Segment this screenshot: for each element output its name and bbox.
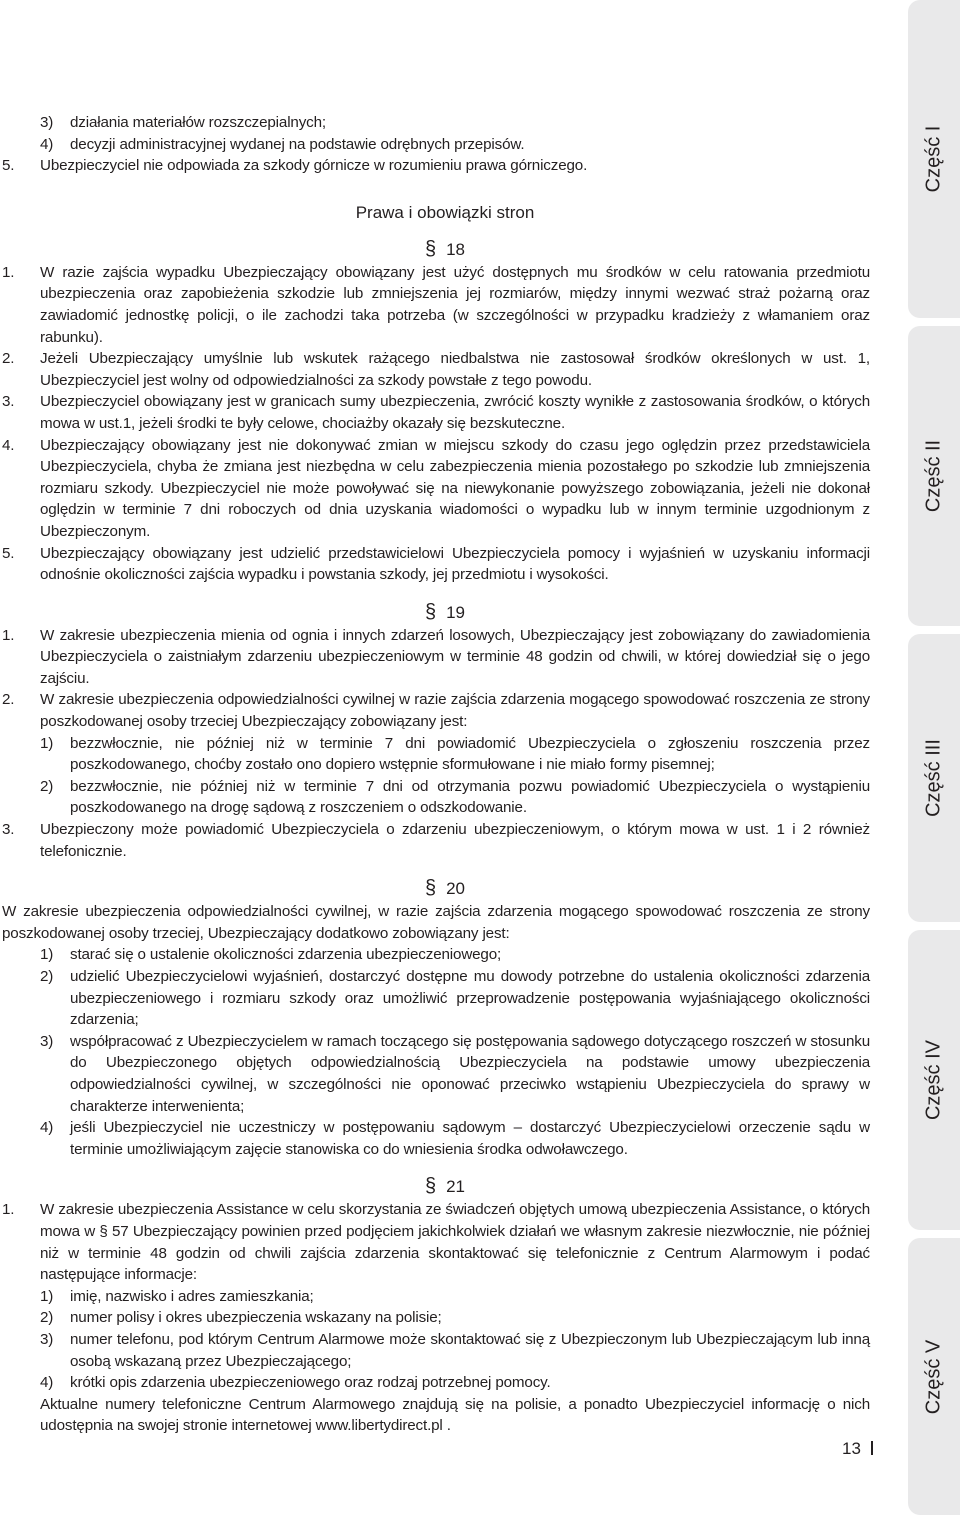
- item-number: 5.: [2, 544, 15, 562]
- item-text: Ubezpieczyciel nie odpowiada za szkody górnicze w rozumieniu prawa górniczego.: [40, 157, 588, 175]
- item-text: numer telefonu, pod którym Centrum Alarmowe może skontaktować się z Ubezpieczonym lub Ubezpieczającym lub inną osobą wskazaną przez Ubezpieczającego;: [70, 1330, 870, 1370]
- item-text: Ubezpieczający obowiązany jest nie dokonywać zmian w miejscu szkody do czasu jego oględzin przez przedstawiciela Ubezpieczyciela, chyba że zmiana jest niezbędna w celu zabezpieczenia mienia pozostałego po szkodzie lub zmniejszenia rozmiaru szkody. Ubezpieczyciel nie może powoływać się na niewykonanie powyższego zobowiązania, jeżeli nie dokonał oględzin w terminie 7 dni roboczych od dnia uzyskania wiadomości o wypadku lub w innym terminie uzgodnionym z Ubezpieczonym.: [40, 436, 870, 540]
- sub-list-item: [0, 1117, 890, 1160]
- closing-paragraph: Aktualne numery telefoniczne Centrum Alarmowego znajdują się na polisie, a ponadto Ubezpieczyciel informację o nich udostępnia na swojej stronie internetowej www.libertydirect.pl .: [40, 1395, 870, 1435]
- section-number: 19: [446, 602, 466, 622]
- section-symbol: §: [424, 237, 437, 260]
- list-item: [0, 689, 890, 732]
- sub-list-item: [0, 1372, 890, 1394]
- item-number: 4.: [2, 436, 15, 454]
- item-number: 2.: [2, 350, 15, 368]
- tab-part-3[interactable]: [908, 634, 960, 922]
- list-item: [0, 134, 890, 156]
- tab-part-4[interactable]: [908, 930, 960, 1230]
- item-text: Ubezpieczający obowiązany jest udzielić przedstawicielowi Ubezpieczyciela pomocy i wyjaśnień w uzyskaniu informacji odnośnie okoliczności zajścia wypadku i powstania szkody, jej przedmiotu i wysokości.: [40, 544, 870, 584]
- item-text: starać się o ustalenie okoliczności zdarzenia ubezpieczeniowego;: [70, 946, 502, 964]
- list-item: [0, 262, 890, 348]
- item-text: bezzwłocznie, nie później niż w terminie 7 dni od otrzymania pozwu powiadomić Ubezpieczyciela o wystąpieniu poszkodowanego na drogę sądową z roszczeniem o odszkodowanie.: [70, 777, 870, 817]
- item-text: imię, nazwisko i adres zamieszkania;: [70, 1287, 314, 1305]
- item-number: 4): [40, 1374, 54, 1392]
- section-symbol: §: [424, 877, 437, 900]
- section-19-header: [0, 600, 890, 625]
- item-number: 2): [40, 968, 54, 985]
- item-text: numer polisy i okres ubezpieczenia wskazany na polisie;: [70, 1309, 442, 1327]
- item-number: 1.: [2, 263, 15, 281]
- section-intro: W zakresie ubezpieczenia odpowiedzialności cywilnej, w razie zajścia zdarzenia mogącego spowodować roszczenia ze strony poszkodowanej osoby trzeciej, Ubezpieczający dodatkowo zobowiązany jest:: [2, 903, 870, 942]
- list-item: [0, 112, 890, 134]
- section-21-list: [0, 1199, 890, 1437]
- page-number-text: 13: [842, 1439, 861, 1458]
- section-20-list: [0, 901, 890, 1160]
- item-text: decyzji administracyjnej wydanej na podstawie odrębnych przepisów.: [70, 135, 525, 153]
- section-number: 21: [446, 1177, 466, 1197]
- item-number: 2.: [2, 691, 15, 709]
- item-number: 2): [40, 1309, 54, 1327]
- item-number: 2): [40, 777, 54, 795]
- section-21-header: [0, 1174, 890, 1199]
- sub-list-item: [0, 1329, 890, 1372]
- page-number-bar: [871, 1441, 873, 1455]
- section-number: 18: [446, 239, 466, 259]
- sub-list-item: [0, 1031, 890, 1117]
- item-text: W razie zajścia wypadku Ubezpieczający obowiązany jest użyć dostępnych mu środków w celu ratowania przedmiotu ubezpieczenia oraz zapobieżenia szkodzie lub zmniejszenia jej rozmiarów, między innymi wezwać straż pożarną oraz zawiadomić jednostkę policji, o ile zachodzi taka potrzeba (w szczególności w przypadku kradzieży z włamaniem oraz rabunku).: [40, 263, 870, 346]
- item-number: 5.: [2, 157, 15, 175]
- list-item: [0, 543, 890, 586]
- chapter-heading: Prawa i obowiązki stron: [355, 202, 535, 222]
- tab-part-5[interactable]: [908, 1238, 960, 1515]
- tab-label: Część V: [922, 1339, 945, 1414]
- item-number: 3): [40, 1032, 54, 1050]
- section-number: 20: [446, 879, 466, 899]
- tab-label: Część I: [922, 125, 945, 193]
- part-tabs: [908, 0, 960, 1515]
- section-19-list: [0, 625, 890, 863]
- item-text: Ubezpieczony może powiadomić Ubezpieczyciela o zdarzeniu ubezpieczeniowym, o którym mowa w ust. 1 i 2 również telefonicznie.: [40, 821, 870, 860]
- sub-list-item: [0, 1307, 890, 1329]
- tab-label: Część IV: [922, 1039, 945, 1121]
- item-number: 1): [40, 946, 54, 964]
- section-20-header: [0, 876, 890, 901]
- item-text: udzielić Ubezpieczycielowi wyjaśnień, dostarczyć dostępne mu dowody potrzebne do ustalenia okoliczności zdarzenia ubezpieczeniowego i rozmiaru szkody oraz umożliwić przeprowadzenie postępowania wyjaśniającego okoliczności zdarzenia;: [70, 968, 870, 1029]
- sub-list-item: [0, 776, 890, 819]
- tab-part-1[interactable]: [908, 0, 960, 318]
- item-number: 3.: [2, 393, 15, 411]
- item-text: Ubezpieczyciel obowiązany jest w granicach sumy ubezpieczenia, zwrócić koszty wynikłe z zastosowania środków, o których mowa w ust.1, jeżeli środki te były celowe, chociażby okazały się bezskuteczne.: [40, 393, 870, 432]
- sub-list-item: [0, 733, 890, 776]
- item-number: 3): [40, 114, 54, 131]
- tab-label: Część III: [922, 739, 945, 817]
- tab-part-2[interactable]: [908, 326, 960, 626]
- item-text: działania materiałów rozszczepialnych;: [70, 114, 326, 131]
- section-18-list: [0, 262, 890, 586]
- item-number: 1): [40, 1287, 54, 1305]
- item-number: 4): [40, 135, 54, 153]
- list-item: [0, 155, 890, 177]
- item-number: 1.: [2, 626, 15, 644]
- sub-list-item: [0, 966, 890, 1031]
- item-number: 4): [40, 1119, 54, 1137]
- list-item: [0, 625, 890, 690]
- item-number: 1.: [2, 1201, 15, 1219]
- item-text: W zakresie ubezpieczenia odpowiedzialności cywilnej w razie zajścia zdarzenia mogącego spowodować roszczenia ze strony poszkodowanej osoby trzeciej Ubezpieczający zobowiązany jest:: [40, 691, 870, 731]
- top-list: [0, 112, 890, 177]
- item-text: W zakresie ubezpieczenia Assistance w celu skorzystania ze świadczeń objętych umową ubezpieczenia Assistance, o których mowa w § 57 Ubezpieczający powinien przed podjęciem jakichkolwiek działań we własnym zakresie niezwłocznie, nie później niż w terminie 48 godzin od chwili zajścia zdarzenia skontaktować się telefonicznie z Centrum Alarmowym i podać następujące informacje:: [40, 1201, 870, 1284]
- item-text: W zakresie ubezpieczenia mienia od ognia i innych zdarzeń losowych, Ubezpieczający jest zobowiązany do zawiadomienia Ubezpieczyciela o zaistniałym zdarzeniu ubezpieczeniowym w terminie 48 godzin od chwili, w której dowiedział się o jego zajściu.: [40, 626, 870, 687]
- item-number: 1): [40, 734, 54, 752]
- item-number: 3.: [2, 821, 15, 839]
- list-item: [0, 1199, 890, 1285]
- list-item: [0, 348, 890, 391]
- item-text: krótki opis zdarzenia ubezpieczeniowego oraz rodzaj potrzebnej pomocy.: [70, 1374, 551, 1392]
- list-item: [0, 819, 890, 862]
- item-text: bezzwłocznie, nie później niż w terminie 7 dni powiadomić Ubezpieczyciela o zgłoszeniu roszczenia przez poszkodowanego, choćby zostało ono dopiero wstępnie sformułowane i nie miało formy pisemnej;: [70, 734, 870, 774]
- item-number: 3): [40, 1330, 54, 1348]
- item-text: jeśli Ubezpieczyciel nie uczestniczy w postępowaniu sądowym – dostarczyć Ubezpieczycielowi orzeczenie sądu w terminie umożliwiającym zajęcie stanowiska co do wniesienia środka odwoławczego.: [70, 1119, 870, 1158]
- item-text: Jeżeli Ubezpieczający umyślnie lub wskutek rażącego niedbalstwa nie zastosował środków określonych w ust. 1, Ubezpieczyciel jest wolny od odpowiedzialności za szkody powstałe z tego powodu.: [40, 350, 870, 389]
- tab-label: Część II: [922, 439, 945, 513]
- page-number: [842, 1439, 873, 1459]
- section-18-header: [0, 237, 890, 262]
- document-body: [0, 112, 890, 1437]
- list-item: [0, 391, 890, 434]
- item-text: współpracować z Ubezpieczycielem w ramach toczącego się postępowania sądowego dotyczącego roszczeń w stosunku do Ubezpieczonego objętych odpowiedzialnością Ubezpieczyciela na podstawie umowy ubezpieczenia odpowiedzialności cywilnej, w szczególności nie oponować przeciwko wstąpieniu Ubezpieczyciela do sprawy w charakterze interwenienta;: [70, 1032, 870, 1115]
- section-symbol: §: [424, 1175, 437, 1198]
- sub-list-item: [0, 1286, 890, 1308]
- list-item: [0, 435, 890, 543]
- sub-list-item: [0, 944, 890, 966]
- section-symbol: §: [424, 600, 437, 623]
